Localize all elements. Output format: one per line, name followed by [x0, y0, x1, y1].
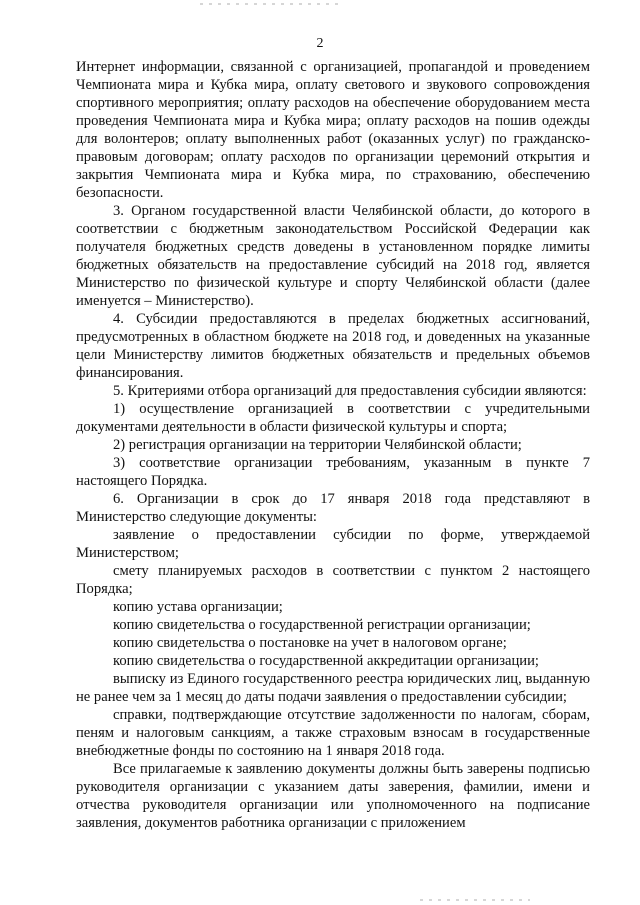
document-list-item: справки, подтверждающие отсутствие задолженности по налогам, сборам, пеням и налоговым санкциям, а также страховым взносам в государственные внебюджетные фонды по состоянию на 1 января 2018 года. — [76, 707, 590, 759]
document-list-item: выписку из Единого государственного реестра юридических лиц, выданную не ранее чем за 1 месяц до даты подачи заявления о предоставлении субсидии; — [76, 671, 590, 705]
paragraph-item-3: 3. Органом государственной власти Челябинской области, до которого в соответствии с бюджетным законодательством Российской Федерации как получателя бюджетных средств доведены в установленном порядке лимиты бюджетных обязательств на предоставление субсидий на 2018 год, является Министерство по физической культуре и спорту Челябинской области (далее именуется – Министерство). — [76, 203, 590, 309]
document-body — [76, 58, 590, 832]
page-number: 2 — [316, 36, 324, 51]
criteria-item-2: 2) регистрация организации на территории Челябинской области; — [113, 437, 522, 453]
scan-artifact-top — [200, 3, 340, 5]
paragraph-item-6: 6. Организации в срок до 17 января 2018 года представляют в Министерство следующие документы: — [76, 491, 590, 525]
document-list-item: копию свидетельства о государственной регистрации организации; — [113, 617, 531, 633]
criteria-item-1: 1) осуществление организацией в соответствии с учредительными документами деятельности в области физической культуры и спорта; — [76, 401, 590, 435]
paragraph-certification: Все прилагаемые к заявлению документы должны быть заверены подписью руководителя организации с указанием даты заверения, фамилии, имени и отчества руководителя организации или уполномоченного на подписание заявления, документов работника организации с приложением — [76, 761, 590, 831]
document-list-item: смету планируемых расходов в соответствии с пунктом 2 настоящего Порядка; — [76, 563, 590, 597]
scan-artifact-bottom — [420, 899, 530, 901]
paragraph-item-4: 4. Субсидии предоставляются в пределах бюджетных ассигнований, предусмотренных в областном бюджете на 2018 год, и доведенных на указанные цели Министерству лимитов бюджетных обязательств и предельных объемов финансирования. — [76, 311, 590, 381]
criteria-item-3: 3) соответствие организации требованиям, указанным в пункте 7 настоящего Порядка. — [76, 455, 590, 489]
document-list-item: заявление о предоставлении субсидии по форме, утверждаемой Министерством; — [76, 527, 590, 561]
document-list-item: копию свидетельства о постановке на учет в налоговом органе; — [113, 635, 507, 651]
document-list-item: копию устава организации; — [113, 599, 283, 615]
document-list-item: копию свидетельства о государственной аккредитации организации; — [113, 653, 539, 669]
paragraph-continuation: Интернет информации, связанной с организацией, пропагандой и проведением Чемпионата мира и Кубка мира, оплату светового и звукового сопровождения спортивного мероприятия; оплату расходов на обеспечение оборудованием места проведения Чемпионата мира и Кубка мира; оплату расходов на пошив одежды для волонтеров; оплату выполненных работ (оказанных услуг) по гражданско-правовым договорам; оплату расходов по организации церемоний открытия и закрытия Чемпионата мира и Кубка мира, по страхованию, обеспечению безопасности. — [76, 59, 590, 201]
paragraph-item-5: 5. Критериями отбора организаций для предоставления субсидии являются: — [113, 383, 587, 399]
